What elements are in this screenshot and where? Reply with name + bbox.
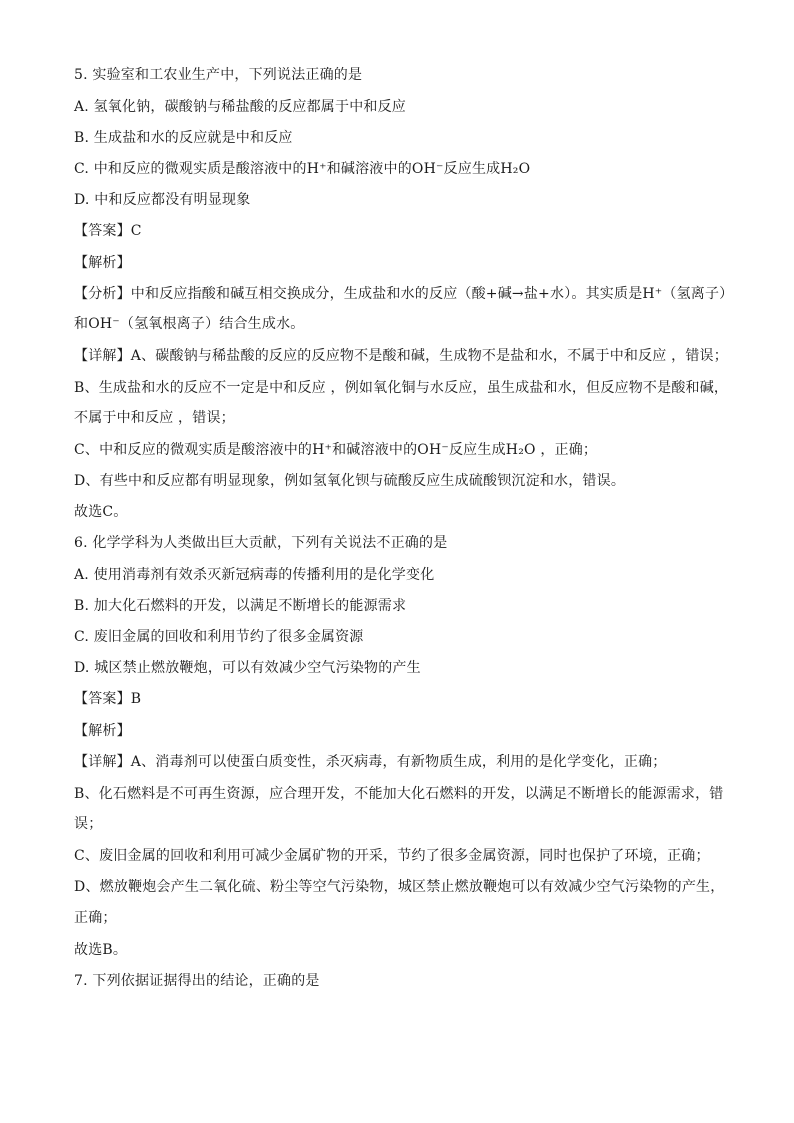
- q6-answer: 【答案】B: [74, 691, 142, 707]
- q6-conclusion: 故选B。: [74, 942, 128, 958]
- q5-detail-b-cont: 不属于中和反应 ，错误；: [74, 410, 235, 426]
- q5-analysis-fenxi-line2: 和OH⁻（氢氧根离子）结合生成水。: [74, 316, 305, 332]
- q5-analysis-label: 【解析】: [74, 255, 131, 271]
- q5-analysis-fenxi-line1: 【分析】中和反应指酸和碱互相交换成分，生成盐和水的反应（酸+碱→盐+水）。其实质是H⁺（氢离子）: [74, 286, 734, 302]
- q6-detail-a: 【详解】A、消毒剂可以使蛋白质变性，杀灭病毒，有新物质生成，利用的是化学变化，正确；: [74, 754, 667, 770]
- q5-detail-d: D、有些中和反应都有明显现象，例如氢氧化钡与硫酸反应生成硫酸钡沉淀和水，错误。: [74, 473, 626, 489]
- q6-analysis-label: 【解析】: [74, 723, 131, 739]
- q5-answer: 【答案】C: [74, 223, 142, 239]
- q7-stem: 7. 下列依据证据得出的结论，正确的是: [74, 973, 320, 989]
- q6-option-a: A. 使用消毒剂有效杀灭新冠病毒的传播利用的是化学变化: [74, 567, 435, 583]
- q6-option-d: D. 城区禁止燃放鞭炮，可以有效减少空气污染物的产生: [74, 660, 421, 676]
- q6-option-b: B. 加大化石燃料的开发，以满足不断增长的能源需求: [74, 598, 407, 614]
- q5-stem: 5. 实验室和工农业生产中，下列说法正确的是: [74, 67, 363, 83]
- q5-option-b: B. 生成盐和水的反应就是中和反应: [74, 130, 293, 146]
- q5-conclusion: 故选C。: [74, 504, 128, 520]
- q6-detail-d: D、燃放鞭炮会产生二氧化硫、粉尘等空气污染物，城区禁止燃放鞭炮可以有效减少空气污染物的产生，: [74, 879, 725, 895]
- q5-detail-b: B、生成盐和水的反应不一定是中和反应 ，例如氧化铜与水反应，虽生成盐和水，但反应物不是酸和碱，: [74, 380, 729, 396]
- q5-detail-c: C、中和反应的微观实质是酸溶液中的H⁺和碱溶液中的OH⁻反应生成H₂O ，正确；: [74, 442, 598, 458]
- q5-option-c: C. 中和反应的微观实质是酸溶液中的H⁺和碱溶液中的OH⁻反应生成H₂O: [74, 161, 531, 177]
- q6-detail-d-cont: 正确；: [74, 910, 117, 926]
- q6-stem: 6. 化学学科为人类做出巨大贡献，下列有关说法不正确的是: [74, 535, 448, 551]
- q6-detail-b: B、化石燃料是不可再生资源，应合理开发，不能加大化石燃料的开发，以满足不断增长的能源需求，错: [74, 786, 724, 802]
- q5-option-d: D. 中和反应都没有明显现象: [74, 192, 251, 208]
- q6-detail-c: C、废旧金属的回收和利用可减少金属矿物的开采，节约了很多金属资源，同时也保护了环境，正确；: [74, 848, 710, 864]
- q6-detail-b-cont: 误；: [74, 816, 103, 832]
- q5-option-a: A. 氢氧化钠，碳酸钠与稀盐酸的反应都属于中和反应: [74, 99, 407, 115]
- q6-option-c: C. 废旧金属的回收和利用节约了很多金属资源: [74, 629, 364, 645]
- q5-detail-a: 【详解】A、碳酸钠与稀盐酸的反应的反应物不是酸和碱，生成物不是盐和水，不属于中和反应 ，错误；: [74, 348, 728, 364]
